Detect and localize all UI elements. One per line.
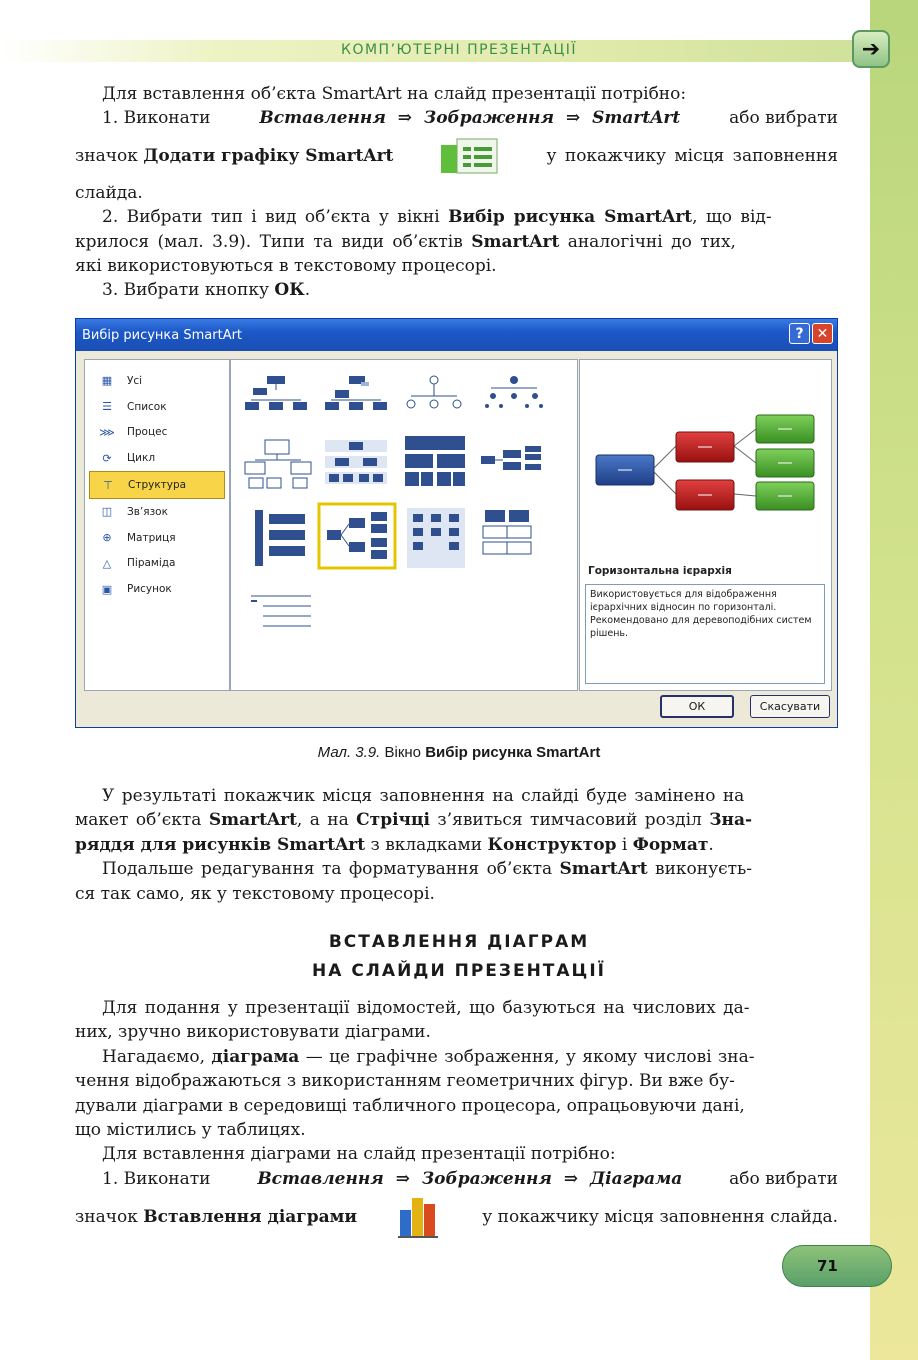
- category-pyramid[interactable]: △ Піраміда: [85, 551, 229, 577]
- next-page-button[interactable]: [852, 30, 890, 68]
- category-hierarchy[interactable]: ⊤ Структура: [89, 471, 225, 499]
- charts-line-1: Для подання у презентації відомостей, що базуються на числових да-: [102, 998, 750, 1018]
- charts-line-3: Нагадаємо, діаграма — це графічне зображення, у якому числові зна-: [102, 1046, 755, 1067]
- category-picture[interactable]: ▣ Рисунок: [85, 576, 229, 602]
- figure-caption: Мал. 3.9. Вікно Вибір рисунка SmartArt: [317, 744, 601, 761]
- layout-vertical-list-hierarchy[interactable]: [255, 510, 305, 566]
- charts-line-4: чення відображаються з використанням геометричних фігур. Ви вже бу-: [75, 1071, 735, 1092]
- layout-labeled-hierarchy[interactable]: [325, 440, 387, 484]
- picture-icon: ▣: [101, 582, 113, 596]
- process-icon: ⋙: [99, 425, 115, 439]
- category-all[interactable]: ▦ Усі: [85, 368, 229, 394]
- layout-table-list[interactable]: [407, 508, 465, 568]
- section-heading-line-2: НА СЛАЙДИ ПРЕЗЕНТАЦІЇ: [312, 961, 606, 981]
- intro-paragraph: Для вставлення об’єкта SmartArt на слайд презентації потрібно:: [102, 84, 687, 104]
- layout-hierarchy-dots[interactable]: [485, 376, 543, 408]
- layout-gallery: [230, 359, 578, 691]
- layout-horizontal-org[interactable]: [481, 446, 541, 470]
- intro-section: Для вставлення об’єкта SmartArt на слайд презентації потрібно: 1. Виконати Вставлення ⇒ Зображення ⇒ SmartArt або вибрати значок Додати графіку SmartArt у покажчику місця заповнення слайда. 2. Вибрати тип і вид об’єкта у вікні Вибір рисунка SmartArt, що від- крилося (мал. 3.9). Типи та види об’єктів SmartArt аналогічні до тих, які використовуються в текстовому процесорі. 3. Вибрати кнопку ОК.: [75, 82, 838, 303]
- layout-name-title-org[interactable]: [325, 376, 387, 410]
- result-section: [75, 784, 838, 906]
- list-icon: ☰: [102, 400, 112, 414]
- smartart-dialog: [75, 318, 838, 728]
- dialog-titlebar: [76, 319, 837, 351]
- preview-title: Горизонтальна ієрархія: [588, 565, 732, 577]
- smartart-graphic-icon: [439, 133, 501, 179]
- step-1-icon-line: значок Додати графіку SmartArt у покажчику місця заповнення: [75, 131, 838, 181]
- cycle-icon: ⟳: [102, 451, 112, 465]
- layout-thumbnails: [231, 360, 577, 690]
- help-button[interactable]: ?: [789, 323, 810, 344]
- preview-diagram: [580, 360, 831, 560]
- result-line-2: макет об’єкта SmartArt, а на Стрічці з’явиться тимчасовий розділ Зна-: [75, 810, 753, 831]
- all-icon: ▦: [101, 374, 113, 388]
- charts-line-6: що містились у таблицях.: [75, 1120, 306, 1141]
- layout-org-chart[interactable]: [245, 376, 307, 410]
- relationship-icon: ◫: [101, 505, 113, 519]
- close-button[interactable]: ✕: [812, 323, 833, 344]
- category-cycle[interactable]: ⟳ Цикл: [85, 445, 229, 471]
- layout-lined-list[interactable]: [251, 596, 311, 626]
- charts-section: [75, 996, 838, 1243]
- preview-panel: [579, 359, 832, 691]
- charts-icon-line: значок Вставлення діаграми у покажчику місця заповнення слайда.: [75, 1191, 838, 1243]
- matrix-icon: ⊕: [102, 531, 112, 545]
- charts-line-7: Для вставлення діаграми на слайд презентації потрібно:: [102, 1144, 616, 1165]
- page-side-strip: [870, 0, 918, 1360]
- running-header: КОМП’ЮТЕРНІ ПРЕЗЕНТАЦІЇ: [341, 42, 577, 58]
- layout-table-hierarchy[interactable]: [405, 436, 465, 486]
- insert-chart-icon: [396, 1194, 444, 1240]
- ok-button[interactable]: ОК: [660, 695, 734, 718]
- category-list-item[interactable]: ☰ Список: [85, 394, 229, 420]
- result-line-5: ся так само, як у текстовому процесорі.: [75, 883, 435, 904]
- cancel-button[interactable]: Скасувати: [750, 695, 830, 718]
- hierarchy-icon: ⊤: [103, 478, 113, 492]
- preview-description: Використовується для відображення ієрархічних відносин по горизонталі. Рекомендовано для деревоподібних систем рішень.: [585, 584, 825, 684]
- step-1-line: 1. Виконати Вставлення ⇒ Зображення ⇒ SmartArt або вибрати: [102, 108, 838, 129]
- step-3-line: 3. Вибрати кнопку ОК.: [102, 280, 311, 301]
- layout-hierarchy-list[interactable]: [483, 510, 531, 554]
- result-line-3: ряддя для рисунків SmartArt з вкладками Конструктор і Формат.: [75, 834, 714, 855]
- charts-line-5: дували діаграми в середовищі табличного процесора, опрацьовуючи дані,: [75, 1095, 745, 1116]
- result-line-1: У результаті покажчик місця заповнення на слайді буде замінено на: [102, 786, 745, 806]
- step-2-line: 2. Вибрати тип і вид об’єкта у вікні Вибір рисунка SmartArt, що від-: [102, 207, 772, 228]
- category-list: [84, 359, 230, 691]
- arrow-right-icon: ➔: [861, 36, 881, 62]
- category-matrix[interactable]: ⊕ Матриця: [85, 525, 229, 551]
- charts-step-1: 1. Виконати Вставлення ⇒ Зображення ⇒ Діаграма або вибрати: [102, 1168, 838, 1189]
- category-relationship[interactable]: ◫ Зв’язок: [85, 499, 229, 525]
- dialog-title: Вибір рисунка SmartArt: [82, 327, 243, 343]
- category-process[interactable]: ⋙ Процес: [99, 425, 168, 439]
- section-heading-line-1: ВСТАВЛЕННЯ ДІАГРАМ: [328, 932, 590, 952]
- charts-line-2: них, зручно використовувати діаграми.: [75, 1022, 431, 1043]
- layout-circle-picture[interactable]: [407, 376, 461, 408]
- layout-hierarchy-outline[interactable]: [245, 440, 311, 488]
- pyramid-icon: △: [102, 556, 112, 570]
- page-number: 71: [782, 1245, 892, 1287]
- result-line-4: Подальше редагування та форматування об’єкта SmartArt виконуєть-: [102, 859, 753, 880]
